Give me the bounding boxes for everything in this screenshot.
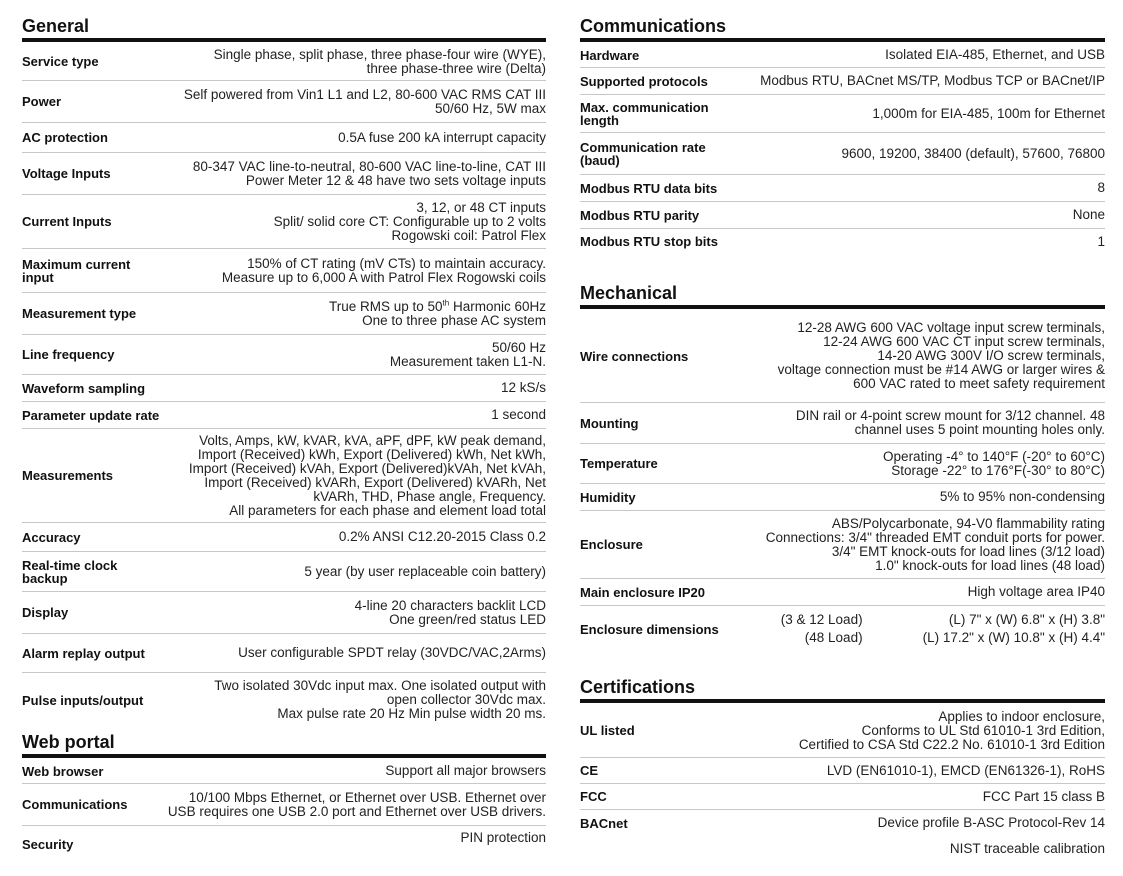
ordinal-suffix: th (442, 298, 450, 307)
spec-label: BACnet (580, 815, 628, 831)
spec-label: Main enclosure IP20 (580, 584, 705, 600)
spec-value: Modbus RTU, BACnet MS/TP, Modbus TCP or BACnet/IP (760, 73, 1105, 88)
spec-label: Display (22, 605, 69, 620)
mechanical-section-title: Mechanical (580, 283, 1105, 309)
spec-row-security (22, 826, 546, 864)
spec-value: Operating -4° to 140°F (-20° to 60°C) Storage -22° to 176°F(-30° to 80°C) (883, 448, 1105, 478)
spec-label: Modbus RTU stop bits (580, 234, 718, 249)
spec-label: Line frequency (22, 347, 115, 362)
spec-value: Volts, Amps, kW, kVAR, kVA, aPF, dPF, kW peak demand, Import (Received) kWh, Export (Delivered) kWh, Net kWh, Import (Received) kVAh, Export (Delivered)kVAh, Net kVAh, Import (Received) kVARh, Export (Delivered) kVARh, Net kVARh, THD, Phase angle, Frequency. All parameters for each phase and element load total (188, 432, 546, 518)
spec-row-web-browser (22, 759, 546, 784)
spec-row-voltage-inputs (22, 153, 546, 195)
spec-value (719, 611, 1105, 647)
spec-label: Power (22, 94, 62, 109)
spec-value: 9600, 19200, 38400 (default), 57600, 76800 (841, 145, 1105, 161)
spec-value: 4-line 20 characters backlit LCD One green/red status LED (354, 597, 546, 627)
spec-value: 3, 12, or 48 CT inputs Split/ solid core CT: Configurable up to 2 volts Rogowski coil: Patrol Flex (273, 199, 546, 243)
spec-row-pulse-io (22, 673, 546, 727)
spec-row-service-type (22, 43, 546, 81)
spec-row-parameter-update (22, 402, 546, 429)
spec-label: Service type (22, 54, 99, 69)
spec-label: Alarm replay output (22, 645, 145, 661)
spec-label: Accuracy (22, 529, 81, 545)
spec-row-power (22, 81, 546, 123)
spec-label: Wire connections (580, 348, 689, 364)
spec-label: AC protection (22, 130, 108, 145)
spec-value: DIN rail or 4-point screw mount for 3/12 channel. 48 channel uses 5 point mounting holes only. (795, 408, 1105, 437)
spec-label: Modbus RTU data bits (580, 180, 718, 196)
enclosure-dimension-values: (L) 7" x (W) 6.8" x (H) 3.8" (L) 17.2" x (W) 10.8" x (H) 4.4" (922, 612, 1105, 645)
spec-label: FCC (580, 789, 607, 804)
spec-label: Maximum current input (22, 256, 131, 285)
general-section-title: General (22, 16, 546, 42)
spec-row-enclosure (580, 511, 1105, 579)
spec-row-max-length (580, 95, 1105, 133)
spec-row-bacnet (580, 810, 1105, 836)
spec-row-wire-connections (580, 310, 1105, 403)
spec-value: Device profile B-ASC Protocol-Rev 14 (877, 815, 1105, 830)
spec-label: Measurement type (22, 306, 137, 321)
spec-row-accuracy (22, 523, 546, 552)
spec-row-temperature (580, 444, 1105, 484)
spec-value: Single phase, split phase, three phase-four wire (WYE), three phase-three wire (Delta) (213, 46, 546, 76)
spec-row-baud-rate (580, 133, 1105, 175)
spec-row-rtc-backup (22, 552, 546, 592)
spec-row-stop-bits (580, 229, 1105, 254)
spec-row-ce (580, 758, 1105, 784)
spec-label: Real-time clock backup (22, 557, 118, 586)
spec-row-line-frequency (22, 335, 546, 375)
spec-value (136, 300, 546, 328)
spec-label: Communication rate (baud) (580, 139, 706, 168)
spec-row-ul-listed (580, 704, 1105, 758)
spec-label: Enclosure (580, 537, 643, 552)
spec-value: 5% to 95% non-condensing (939, 489, 1105, 504)
communications-section-title: Communications (580, 16, 1105, 42)
web-portal-section-title: Web portal (22, 732, 546, 758)
enclosure-load-labels: (3 & 12 Load) (48 Load) (780, 612, 863, 645)
spec-value: Applies to indoor enclosure, Conforms to UL Std 61010-1 3rd Edition, Certified to CSA Std C22.2 No. 61010-1 3rd Edition (798, 708, 1105, 752)
spec-row-main-enclosure (580, 579, 1105, 606)
spec-label: Pulse inputs/output (22, 692, 144, 708)
spec-value: 1 second (491, 407, 546, 422)
spec-value: Isolated EIA-485, Ethernet, and USB (885, 47, 1105, 62)
spec-row-hardware (580, 43, 1105, 68)
measurement-type-text: Harmonic 60Hz (449, 298, 546, 314)
measurement-type-line2: One to three phase AC system (362, 312, 546, 328)
spec-label: Parameter update rate (22, 407, 160, 423)
spec-row-waveform-sampling (22, 375, 546, 402)
spec-value: 12-28 AWG 600 VAC voltage input screw terminals, 12-24 AWG 600 VAC CT input screw terminals, 14-20 AWG 300V I/O screw terminals, voltage connection must be #14 AWG or larger wires & 600 VAC rated to meet safety requirement (777, 320, 1105, 391)
spec-label: Security (22, 837, 74, 852)
spec-row-protocols (580, 68, 1105, 95)
spec-value: Two isolated 30Vdc input max. One isolated output with open collector 30Vdc max. Max pulse rate 20 Hz Min pulse width 20 ms. (214, 678, 546, 721)
spec-value: PIN protection (460, 830, 546, 845)
spec-value: FCC Part 15 class B (982, 788, 1105, 804)
spec-value: 0.5A fuse 200 kA interrupt capacity (338, 129, 546, 145)
spec-value: User configurable SPDT relay (30VDC/VAC,2Arms) (238, 645, 546, 660)
spec-row-mounting (580, 403, 1105, 444)
spec-label: Voltage Inputs (22, 166, 111, 181)
spec-label: Mounting (580, 415, 639, 431)
spec-value: 5 year (by user replaceable coin battery) (304, 563, 546, 579)
spec-value: ABS/Polycarbonate, 94-V0 flammability rating Connections: 3/4" threaded EMT conduit ports for power. 3/4" EMT knock-outs for load lines (3/12 load) 1.0" knock-outs for load lines (48 load) (765, 515, 1105, 573)
spec-label: Modbus RTU parity (580, 207, 700, 223)
spec-row-web-communications (22, 784, 546, 826)
spec-label: Humidity (580, 489, 636, 505)
spec-row-calibration (580, 836, 1105, 862)
spec-label: Temperature (580, 456, 658, 471)
spec-row-display (22, 592, 546, 634)
spec-label: UL listed (580, 723, 635, 738)
spec-row-alarm-output (22, 634, 546, 673)
spec-label: Web browser (22, 763, 104, 779)
measurement-type-text: True RMS up to 50 (328, 298, 443, 314)
spec-value: 80-347 VAC line-to-neutral, 80-600 VAC line-to-line, CAT III Power Meter 12 & 48 have two sets voltage inputs (192, 158, 546, 188)
spec-value: LVD (EN61010-1), EMCD (EN61326-1), RoHS (826, 762, 1105, 778)
spec-value: 1,000m for EIA-485, 100m for Ethernet (872, 105, 1105, 121)
spec-row-measurements (22, 429, 546, 523)
spec-row-current-inputs (22, 195, 546, 249)
spec-value: None (1072, 207, 1105, 222)
spec-label: CE (580, 763, 599, 778)
spec-row-enclosure-dimensions (580, 606, 1105, 652)
spec-label: Max. communication length (580, 99, 709, 128)
spec-row-data-bits (580, 175, 1105, 202)
spec-row-parity (580, 202, 1105, 229)
spec-value: 8 (1097, 180, 1105, 195)
spec-value: 50/60 Hz Measurement taken L1-N. (389, 339, 546, 369)
spec-value: 150% of CT rating (mV CTs) to maintain accuracy. Measure up to 6,000 A with Patrol Flex Rogowski coils (221, 255, 546, 285)
spec-row-max-current (22, 249, 546, 293)
spec-value: Support all major browsers (385, 763, 546, 778)
spec-value: NIST traceable calibration (949, 841, 1105, 856)
spec-label: Measurements (22, 468, 114, 483)
spec-value: 1 (1097, 233, 1105, 249)
spec-row-measurement-type (22, 293, 546, 335)
spec-row-fcc (580, 784, 1105, 810)
spec-row-humidity (580, 484, 1105, 511)
spec-value: High voltage area IP40 (967, 584, 1105, 599)
spec-label: Enclosure dimensions (580, 621, 719, 637)
spec-row-ac-protection (22, 123, 546, 153)
spec-label: Hardware (580, 47, 640, 63)
spec-value: Self powered from Vin1 L1 and L2, 80-600 VAC RMS CAT III 50/60 Hz, 5W max (183, 86, 546, 116)
certifications-section-title: Certifications (580, 677, 1105, 703)
spec-value: 0.2% ANSI C12.20-2015 Class 0.2 (338, 529, 546, 544)
spec-label: Communications (22, 797, 128, 812)
spec-label: Waveform sampling (22, 380, 146, 396)
spec-value: 12 kS/s (500, 380, 546, 395)
spec-label: Current Inputs (22, 214, 112, 229)
spec-value: 10/100 Mbps Ethernet, or Ethernet over USB. Ethernet over USB requires one USB 2.0 port and Ethernet over USB drivers. (167, 789, 546, 819)
spec-label: Supported protocols (580, 73, 708, 89)
